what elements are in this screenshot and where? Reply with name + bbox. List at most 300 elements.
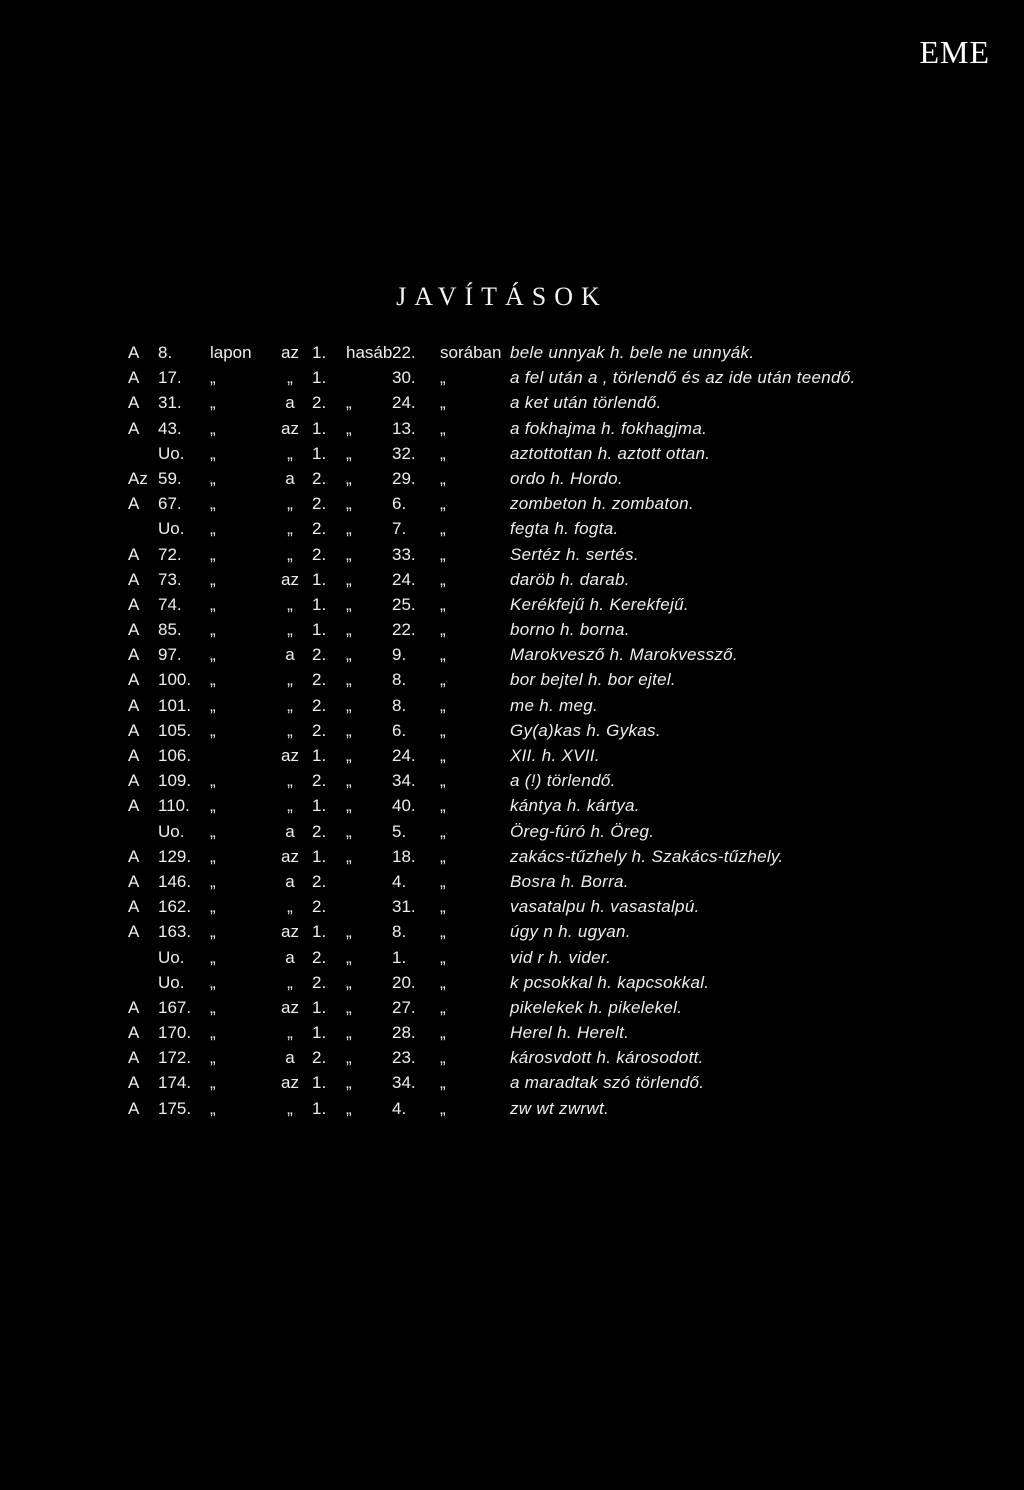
page-word: „	[210, 871, 216, 891]
column-word: „	[346, 695, 352, 715]
column-word: „	[346, 997, 352, 1017]
errata-row	[0, 544, 1024, 569]
page-word: „	[210, 443, 216, 463]
row-prefix: A	[128, 645, 140, 665]
page-word: „	[210, 922, 216, 942]
errata-row	[0, 720, 1024, 745]
line-number: 34.	[392, 1073, 416, 1093]
article: „	[287, 519, 293, 539]
row-prefix: Az	[128, 468, 148, 488]
errata-row	[0, 1047, 1024, 1072]
article: az	[281, 846, 299, 866]
errata-row	[0, 1072, 1024, 1097]
article: „	[287, 1098, 293, 1118]
page-number: 105.	[158, 720, 192, 740]
article: a	[285, 871, 295, 891]
row-prefix: A	[128, 1073, 140, 1093]
page-word: „	[210, 997, 216, 1017]
line-word: „	[440, 418, 446, 438]
row-prefix: A	[128, 343, 140, 362]
row-prefix: A	[128, 897, 140, 917]
correction-text: vid r h. vider.	[510, 947, 612, 967]
page-number: 100.	[158, 670, 192, 690]
line-number: 22.	[392, 620, 416, 640]
errata-row	[0, 644, 1024, 669]
correction-text: borno h. borna.	[510, 620, 630, 640]
page-title: JAVÍTÁSOK	[396, 282, 608, 311]
page-number: 129.	[158, 846, 192, 866]
article: az	[281, 1073, 299, 1093]
line-number: 29.	[392, 468, 416, 488]
column-word: „	[346, 1048, 352, 1068]
line-number: 8.	[392, 922, 407, 942]
line-word: „	[440, 569, 446, 589]
page-number: 101.	[158, 695, 192, 715]
row-prefix: A	[128, 771, 140, 791]
page-number: 59.	[158, 468, 182, 488]
correction-text: zw wt zwrwt.	[510, 1098, 609, 1118]
line-number: 24.	[392, 393, 416, 413]
column-word: „	[346, 594, 352, 614]
page-number: 43.	[158, 418, 182, 438]
column-number: 2.	[312, 519, 327, 539]
line-number: 31.	[392, 897, 416, 917]
column-number: 1.	[312, 997, 327, 1017]
column-number: 1.	[312, 368, 327, 388]
line-word: „	[440, 947, 446, 967]
correction-text: XII. h. XVII.	[510, 746, 600, 765]
column-word: „	[346, 796, 352, 816]
page-word: „	[210, 771, 216, 791]
correction-text: bor bejtel h. bor ejtel.	[510, 670, 676, 690]
column-word: „	[346, 670, 352, 690]
errata-row	[0, 1022, 1024, 1047]
row-prefix: A	[128, 544, 140, 564]
page-word: „	[210, 846, 216, 866]
column-number: 1.	[312, 620, 327, 640]
article: „	[287, 771, 293, 791]
line-number: 13.	[392, 418, 416, 438]
article: „	[287, 494, 293, 514]
errata-row	[0, 518, 1024, 543]
column-number: 1.	[312, 1098, 327, 1118]
column-word: „	[346, 443, 352, 463]
column-number: 2.	[312, 871, 327, 891]
errata-row	[0, 695, 1024, 720]
page-word: „	[210, 897, 216, 917]
column-number: 2.	[312, 771, 327, 791]
column-number: 1.	[312, 1023, 327, 1043]
column-word: „	[346, 972, 352, 992]
page-number: 162.	[158, 897, 192, 917]
page-word: „	[210, 368, 216, 388]
row-prefix: A	[128, 594, 140, 614]
page-word: „	[210, 947, 216, 967]
page-number: 163.	[158, 922, 192, 942]
errata-row	[0, 795, 1024, 820]
line-number: 23.	[392, 1048, 416, 1068]
correction-text: a (!) törlendő.	[510, 771, 616, 791]
row-prefix: A	[128, 695, 140, 715]
correction-text: Sertéz h. sertés.	[510, 544, 639, 564]
errata-row	[0, 392, 1024, 417]
page-word: „	[210, 796, 216, 816]
column-number: 2.	[312, 393, 327, 413]
page-word: „	[210, 418, 216, 438]
article: a	[285, 645, 295, 665]
line-word: „	[440, 1023, 446, 1043]
line-number: 8.	[392, 670, 407, 690]
row-prefix: A	[128, 418, 140, 438]
line-number: 33.	[392, 544, 416, 564]
correction-text: úgy n h. ugyan.	[510, 922, 631, 942]
page-number: Uo.	[158, 947, 185, 967]
line-number: 6.	[392, 494, 407, 514]
page-number: 170.	[158, 1023, 192, 1043]
article: „	[287, 594, 293, 614]
errata-row	[0, 493, 1024, 518]
row-prefix: A	[128, 1048, 140, 1068]
line-number: 22.	[392, 343, 416, 362]
page-word: „	[210, 1048, 216, 1068]
line-word: „	[440, 846, 446, 866]
errata-row	[0, 443, 1024, 468]
column-number: 2.	[312, 821, 327, 841]
row-prefix: A	[128, 1023, 140, 1043]
article: az	[281, 569, 299, 589]
correction-text: aztottottan h. aztott ottan.	[510, 443, 711, 463]
page-word: „	[210, 1023, 216, 1043]
column-word: „	[346, 922, 352, 942]
line-word: „	[440, 1048, 446, 1068]
article: a	[285, 947, 295, 967]
correction-text: Öreg-fúró h. Öreg.	[510, 821, 655, 841]
line-word: „	[440, 368, 446, 388]
article: „	[287, 670, 293, 690]
row-prefix: A	[128, 569, 140, 589]
line-number: 24.	[392, 746, 416, 765]
column-number: 2.	[312, 695, 327, 715]
correction-text: Bosra h. Borra.	[510, 871, 629, 891]
correction-text: pikelekek h. pikelekel.	[510, 997, 683, 1017]
page-number: 146.	[158, 871, 192, 891]
column-word: „	[346, 418, 352, 438]
row-prefix: A	[128, 746, 140, 765]
article: a	[285, 821, 295, 841]
page-word: „	[210, 1098, 216, 1118]
page-word: „	[210, 544, 216, 564]
errata-row	[0, 619, 1024, 644]
column-number: 2.	[312, 544, 327, 564]
column-number: 2.	[312, 645, 327, 665]
column-number: 2.	[312, 494, 327, 514]
correction-text: zombeton h. zombaton.	[510, 494, 694, 514]
line-number: 4.	[392, 871, 407, 891]
errata-row	[0, 871, 1024, 896]
line-word: „	[440, 1098, 446, 1118]
row-prefix: A	[128, 871, 140, 891]
line-word: „	[440, 922, 446, 942]
column-word: „	[346, 519, 352, 539]
page-word: „	[210, 670, 216, 690]
article: „	[287, 972, 293, 992]
column-number: 1.	[312, 746, 327, 765]
page-number: 31.	[158, 393, 182, 413]
line-number: 1.	[392, 947, 407, 967]
line-number: 34.	[392, 771, 416, 791]
page-number: 167.	[158, 997, 192, 1017]
errata-row	[0, 896, 1024, 921]
correction-text: zakács-tűzhely h. Szakács-tűzhely.	[510, 846, 784, 866]
article: „	[287, 443, 293, 463]
correction-text: Kerékfejű h. Kerekfejű.	[510, 594, 689, 614]
correction-text: vasatalpu h. vasastalpú.	[510, 897, 700, 917]
line-number: 5.	[392, 821, 407, 841]
page-number: 72.	[158, 544, 182, 564]
page-number: 175.	[158, 1098, 192, 1118]
column-word: hasáb	[346, 343, 393, 362]
row-prefix: A	[128, 494, 140, 514]
correction-text: kántya h. kártya.	[510, 796, 640, 816]
page-number: Uo.	[158, 821, 185, 841]
page-number: 74.	[158, 594, 182, 614]
errata-row	[0, 770, 1024, 795]
errata-row	[0, 669, 1024, 694]
column-number: 1.	[312, 846, 327, 866]
correction-text: daröb h. darab.	[510, 569, 630, 589]
correction-text: a maradtak szó törlendő.	[510, 1073, 705, 1093]
line-word: „	[440, 897, 446, 917]
column-number: 1.	[312, 796, 327, 816]
page-word: „	[210, 620, 216, 640]
correction-text: k pcsokkal h. kapcsokkal.	[510, 972, 710, 992]
line-word: „	[440, 620, 446, 640]
column-number: 1.	[312, 1073, 327, 1093]
page-word: „	[210, 972, 216, 992]
line-number: 27.	[392, 997, 416, 1017]
column-number: 2.	[312, 670, 327, 690]
line-number: 18.	[392, 846, 416, 866]
correction-text: me h. meg.	[510, 695, 599, 715]
column-word: „	[346, 620, 352, 640]
column-word: „	[346, 1023, 352, 1043]
row-prefix: A	[128, 922, 140, 942]
column-word: „	[346, 544, 352, 564]
eme-logo: EME	[919, 34, 990, 70]
row-prefix: A	[128, 620, 140, 640]
line-number: 4.	[392, 1098, 407, 1118]
column-word: „	[346, 468, 352, 488]
article: „	[287, 796, 293, 816]
errata-row	[0, 947, 1024, 972]
page-word: „	[210, 821, 216, 841]
page-number: 8.	[158, 343, 173, 362]
page-number: 73.	[158, 569, 182, 589]
line-number: 40.	[392, 796, 416, 816]
page-word: „	[210, 468, 216, 488]
line-word: „	[440, 670, 446, 690]
column-word: „	[346, 821, 352, 841]
page-word: „	[210, 519, 216, 539]
column-word: „	[346, 746, 352, 765]
correction-text: Herel h. Herelt.	[510, 1023, 630, 1043]
correction-text: a fel után a , törlendő és az ide után teendő.	[510, 368, 856, 388]
page-number: 67.	[158, 494, 182, 514]
article: az	[281, 343, 299, 362]
column-number: 1.	[312, 343, 327, 362]
article: „	[287, 695, 293, 715]
line-word: „	[440, 519, 446, 539]
column-word: „	[346, 494, 352, 514]
errata-row	[0, 745, 1024, 770]
line-number: 20.	[392, 972, 416, 992]
errata-row	[0, 972, 1024, 997]
column-word: „	[346, 846, 352, 866]
page-word: „	[210, 569, 216, 589]
line-word: „	[440, 997, 446, 1017]
line-number: 30.	[392, 368, 416, 388]
errata-row	[0, 821, 1024, 846]
page-word: „	[210, 1073, 216, 1093]
row-prefix: A	[128, 846, 140, 866]
correction-text: a fokhajma h. fokhagjma.	[510, 418, 708, 438]
errata-row	[0, 1098, 1024, 1123]
line-number: 32.	[392, 443, 416, 463]
row-prefix: A	[128, 1098, 140, 1118]
errata-row	[0, 367, 1024, 392]
article: a	[285, 468, 295, 488]
column-number: 1.	[312, 922, 327, 942]
column-word: „	[346, 771, 352, 791]
line-number: 25.	[392, 594, 416, 614]
correction-text: Gy(a)kas h. Gykas.	[510, 720, 661, 740]
page-number: 172.	[158, 1048, 192, 1068]
column-word: „	[346, 645, 352, 665]
line-word: „	[440, 821, 446, 841]
article: „	[287, 368, 293, 388]
correction-text: ordo h. Hordo.	[510, 468, 623, 488]
errata-row	[0, 997, 1024, 1022]
page-number: 17.	[158, 368, 182, 388]
line-word: „	[440, 871, 446, 891]
row-prefix: A	[128, 368, 140, 388]
article: „	[287, 1023, 293, 1043]
column-number: 1.	[312, 569, 327, 589]
article: „	[287, 544, 293, 564]
page-word: lapon	[210, 343, 252, 362]
line-number: 6.	[392, 720, 407, 740]
line-word: „	[440, 771, 446, 791]
line-number: 9.	[392, 645, 407, 665]
page-word: „	[210, 720, 216, 740]
article: az	[281, 418, 299, 438]
page-number: 85.	[158, 620, 182, 640]
page-number: 97.	[158, 645, 182, 665]
row-prefix: A	[128, 720, 140, 740]
line-number: 28.	[392, 1023, 416, 1043]
column-number: 1.	[312, 594, 327, 614]
row-prefix: A	[128, 997, 140, 1017]
column-number: 1.	[312, 443, 327, 463]
article: az	[281, 922, 299, 942]
page-word: „	[210, 393, 216, 413]
errata-row	[0, 342, 1024, 367]
errata-row	[0, 846, 1024, 871]
column-number: 2.	[312, 720, 327, 740]
article: az	[281, 746, 299, 765]
line-word: „	[440, 746, 446, 765]
line-word: „	[440, 393, 446, 413]
page-number: 110.	[158, 796, 190, 816]
row-prefix: A	[128, 393, 140, 413]
line-word: „	[440, 796, 446, 816]
errata-list	[0, 342, 1024, 1123]
errata-row	[0, 418, 1024, 443]
column-word: „	[346, 947, 352, 967]
row-prefix: A	[128, 796, 140, 816]
line-word: „	[440, 1073, 446, 1093]
line-word: sorában	[440, 343, 502, 362]
line-word: „	[440, 443, 446, 463]
article: „	[287, 897, 293, 917]
page-number: 109.	[158, 771, 192, 791]
article: a	[285, 393, 295, 413]
column-word: „	[346, 1073, 352, 1093]
correction-text: károsvdott h. károsodott.	[510, 1048, 704, 1068]
line-word: „	[440, 695, 446, 715]
row-prefix: A	[128, 670, 140, 690]
errata-row	[0, 594, 1024, 619]
line-word: „	[440, 720, 446, 740]
line-word: „	[440, 594, 446, 614]
column-word: „	[346, 1098, 352, 1118]
column-word: „	[346, 393, 352, 413]
article: a	[285, 1048, 295, 1068]
page-number: 174.	[158, 1073, 192, 1093]
column-number: 2.	[312, 947, 327, 967]
column-number: 2.	[312, 1048, 327, 1068]
correction-text: a ket után törlendő.	[510, 393, 662, 413]
errata-row	[0, 921, 1024, 946]
line-word: „	[440, 468, 446, 488]
line-word: „	[440, 544, 446, 564]
line-word: „	[440, 645, 446, 665]
article: „	[287, 720, 293, 740]
errata-row	[0, 468, 1024, 493]
article: „	[287, 620, 293, 640]
line-word: „	[440, 494, 446, 514]
correction-text: bele unnyak h. bele ne unnyák.	[510, 343, 755, 362]
column-number: 2.	[312, 468, 327, 488]
line-word: „	[440, 972, 446, 992]
page-word: „	[210, 645, 216, 665]
column-word: „	[346, 720, 352, 740]
column-number: 2.	[312, 897, 327, 917]
page-number: Uo.	[158, 443, 185, 463]
article: az	[281, 997, 299, 1017]
page-word: „	[210, 494, 216, 514]
correction-text: fegta h. fogta.	[510, 519, 619, 539]
page-word: „	[210, 695, 216, 715]
page-number: Uo.	[158, 972, 185, 992]
line-number: 24.	[392, 569, 416, 589]
page-number: 106.	[158, 746, 192, 765]
errata-row	[0, 569, 1024, 594]
column-word: „	[346, 569, 352, 589]
page-number: Uo.	[158, 519, 185, 539]
correction-text: Marokvesző h. Marokvessző.	[510, 645, 738, 665]
line-number: 8.	[392, 695, 407, 715]
